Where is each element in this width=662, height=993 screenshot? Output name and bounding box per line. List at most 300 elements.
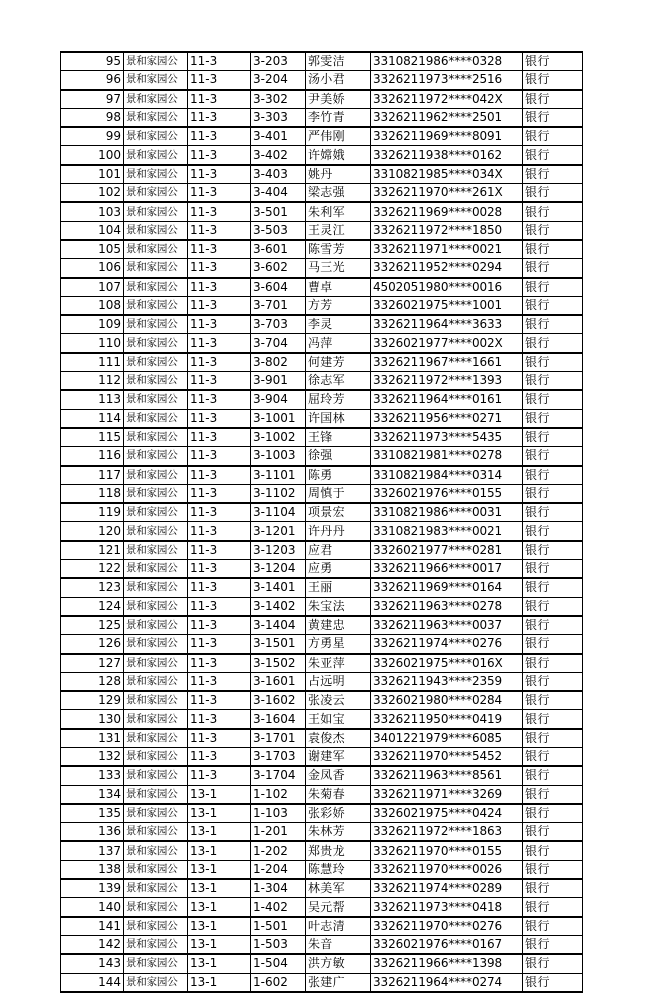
table-row[interactable] (61, 917, 583, 936)
cell-id-number[interactable]: 3401221979****6085 (371, 729, 523, 748)
cell-estate-name[interactable]: 景和家园公 (124, 672, 188, 691)
cell-resident-name[interactable]: 叶志清 (306, 917, 371, 936)
cell-payment-method[interactable]: 银行 (523, 315, 583, 334)
cell-id-number[interactable]: 3326211974****0276 (371, 635, 523, 654)
cell-id-number[interactable]: 3326211966****1398 (371, 954, 523, 973)
cell-payment-method[interactable]: 银行 (523, 879, 583, 898)
cell-id-number[interactable]: 3326211972****1863 (371, 823, 523, 842)
cell-resident-name[interactable]: 李灵 (306, 315, 371, 334)
cell-resident-name[interactable]: 洪方敏 (306, 954, 371, 973)
cell-payment-method[interactable]: 银行 (523, 390, 583, 409)
cell-sequence-number[interactable]: 110 (61, 334, 124, 353)
cell-sequence-number[interactable]: 118 (61, 484, 124, 503)
table-row[interactable] (61, 315, 583, 334)
cell-payment-method[interactable]: 银行 (523, 447, 583, 466)
cell-unit-number[interactable]: 3-1601 (251, 672, 306, 691)
cell-unit-number[interactable]: 3-501 (251, 202, 306, 221)
cell-estate-name[interactable]: 景和家园公 (124, 503, 188, 522)
cell-building-number[interactable]: 11-3 (188, 52, 251, 71)
cell-building-number[interactable]: 11-3 (188, 108, 251, 127)
cell-sequence-number[interactable]: 111 (61, 353, 124, 372)
cell-id-number[interactable]: 3326211971****3269 (371, 785, 523, 804)
cell-sequence-number[interactable]: 135 (61, 804, 124, 823)
cell-id-number[interactable]: 3326211964****0274 (371, 973, 523, 992)
cell-payment-method[interactable]: 银行 (523, 917, 583, 936)
cell-resident-name[interactable]: 张建广 (306, 973, 371, 992)
cell-payment-method[interactable]: 银行 (523, 108, 583, 127)
table-row[interactable] (61, 409, 583, 428)
cell-resident-name[interactable]: 郑贵龙 (306, 841, 371, 860)
cell-estate-name[interactable]: 景和家园公 (124, 785, 188, 804)
cell-estate-name[interactable]: 景和家园公 (124, 823, 188, 842)
cell-resident-name[interactable]: 陈勇 (306, 466, 371, 485)
cell-sequence-number[interactable]: 116 (61, 447, 124, 466)
cell-building-number[interactable]: 13-1 (188, 823, 251, 842)
cell-estate-name[interactable]: 景和家园公 (124, 710, 188, 729)
table-row[interactable] (61, 785, 583, 804)
cell-sequence-number[interactable]: 122 (61, 560, 124, 579)
cell-unit-number[interactable]: 3-1401 (251, 578, 306, 597)
cell-id-number[interactable]: 3326211972****1393 (371, 372, 523, 391)
cell-id-number[interactable]: 3310821983****0021 (371, 522, 523, 541)
table-row[interactable] (61, 954, 583, 973)
cell-estate-name[interactable]: 景和家园公 (124, 127, 188, 146)
table-row[interactable] (61, 447, 583, 466)
cell-sequence-number[interactable]: 117 (61, 466, 124, 485)
cell-estate-name[interactable]: 景和家园公 (124, 691, 188, 710)
cell-unit-number[interactable]: 3-904 (251, 390, 306, 409)
cell-unit-number[interactable]: 1-102 (251, 785, 306, 804)
cell-payment-method[interactable]: 银行 (523, 710, 583, 729)
cell-estate-name[interactable]: 景和家园公 (124, 71, 188, 90)
cell-payment-method[interactable]: 银行 (523, 785, 583, 804)
table-row[interactable] (61, 165, 583, 184)
table-row[interactable] (61, 597, 583, 616)
cell-estate-name[interactable]: 景和家园公 (124, 879, 188, 898)
cell-sequence-number[interactable]: 98 (61, 108, 124, 127)
cell-resident-name[interactable]: 尹美娇 (306, 90, 371, 109)
cell-estate-name[interactable]: 景和家园公 (124, 484, 188, 503)
cell-sequence-number[interactable]: 136 (61, 823, 124, 842)
cell-building-number[interactable]: 11-3 (188, 278, 251, 297)
cell-building-number[interactable]: 11-3 (188, 221, 251, 240)
cell-resident-name[interactable]: 林美军 (306, 879, 371, 898)
cell-id-number[interactable]: 3326211969****8091 (371, 127, 523, 146)
cell-payment-method[interactable]: 银行 (523, 184, 583, 203)
cell-sequence-number[interactable]: 105 (61, 240, 124, 259)
cell-sequence-number[interactable]: 106 (61, 259, 124, 278)
cell-resident-name[interactable]: 袁俊杰 (306, 729, 371, 748)
cell-sequence-number[interactable]: 142 (61, 935, 124, 954)
cell-resident-name[interactable]: 方勇星 (306, 635, 371, 654)
cell-unit-number[interactable]: 1-204 (251, 860, 306, 879)
cell-payment-method[interactable]: 银行 (523, 973, 583, 992)
cell-building-number[interactable]: 11-3 (188, 184, 251, 203)
cell-unit-number[interactable]: 1-402 (251, 898, 306, 917)
cell-sequence-number[interactable]: 104 (61, 221, 124, 240)
cell-building-number[interactable]: 11-3 (188, 447, 251, 466)
cell-building-number[interactable]: 11-3 (188, 165, 251, 184)
cell-estate-name[interactable]: 景和家园公 (124, 578, 188, 597)
cell-payment-method[interactable]: 银行 (523, 616, 583, 635)
cell-id-number[interactable]: 3326021977****002X (371, 334, 523, 353)
cell-id-number[interactable]: 3326211964****0161 (371, 390, 523, 409)
cell-id-number[interactable]: 3326211950****0419 (371, 710, 523, 729)
cell-unit-number[interactable]: 3-1203 (251, 541, 306, 560)
cell-id-number[interactable]: 3326211966****0017 (371, 560, 523, 579)
cell-sequence-number[interactable]: 127 (61, 654, 124, 673)
cell-estate-name[interactable]: 景和家园公 (124, 146, 188, 165)
cell-estate-name[interactable]: 景和家园公 (124, 466, 188, 485)
cell-estate-name[interactable]: 景和家园公 (124, 221, 188, 240)
table-row[interactable] (61, 127, 583, 146)
cell-unit-number[interactable]: 3-601 (251, 240, 306, 259)
cell-id-number[interactable]: 3326021980****0284 (371, 691, 523, 710)
cell-sequence-number[interactable]: 120 (61, 522, 124, 541)
table-row[interactable] (61, 879, 583, 898)
cell-unit-number[interactable]: 1-602 (251, 973, 306, 992)
cell-sequence-number[interactable]: 96 (61, 71, 124, 90)
cell-sequence-number[interactable]: 140 (61, 898, 124, 917)
cell-payment-method[interactable]: 银行 (523, 372, 583, 391)
cell-sequence-number[interactable]: 125 (61, 616, 124, 635)
cell-payment-method[interactable]: 银行 (523, 522, 583, 541)
cell-unit-number[interactable]: 3-1502 (251, 654, 306, 673)
cell-payment-method[interactable]: 银行 (523, 409, 583, 428)
cell-resident-name[interactable]: 金凤香 (306, 766, 371, 785)
cell-id-number[interactable]: 3326021976****0167 (371, 935, 523, 954)
table-row[interactable] (61, 334, 583, 353)
cell-id-number[interactable]: 3326211963****0037 (371, 616, 523, 635)
cell-estate-name[interactable]: 景和家园公 (124, 635, 188, 654)
cell-estate-name[interactable]: 景和家园公 (124, 729, 188, 748)
table-row[interactable] (61, 296, 583, 315)
table-row[interactable] (61, 240, 583, 259)
cell-building-number[interactable]: 11-3 (188, 691, 251, 710)
cell-unit-number[interactable]: 3-1402 (251, 597, 306, 616)
cell-building-number[interactable]: 13-1 (188, 804, 251, 823)
cell-unit-number[interactable]: 3-1003 (251, 447, 306, 466)
table-row[interactable] (61, 466, 583, 485)
cell-estate-name[interactable]: 景和家园公 (124, 522, 188, 541)
cell-building-number[interactable]: 11-3 (188, 522, 251, 541)
cell-unit-number[interactable]: 3-901 (251, 372, 306, 391)
cell-payment-method[interactable]: 银行 (523, 747, 583, 766)
cell-unit-number[interactable]: 3-402 (251, 146, 306, 165)
cell-estate-name[interactable]: 景和家园公 (124, 240, 188, 259)
cell-unit-number[interactable]: 1-501 (251, 917, 306, 936)
cell-payment-method[interactable]: 银行 (523, 691, 583, 710)
cell-resident-name[interactable]: 朱亚萍 (306, 654, 371, 673)
cell-sequence-number[interactable]: 132 (61, 747, 124, 766)
cell-unit-number[interactable]: 3-1602 (251, 691, 306, 710)
cell-resident-name[interactable]: 屈玲芳 (306, 390, 371, 409)
cell-payment-method[interactable]: 银行 (523, 484, 583, 503)
table-row[interactable] (61, 935, 583, 954)
cell-sequence-number[interactable]: 137 (61, 841, 124, 860)
cell-resident-name[interactable]: 马三光 (306, 259, 371, 278)
cell-building-number[interactable]: 11-3 (188, 710, 251, 729)
cell-building-number[interactable]: 11-3 (188, 729, 251, 748)
cell-sequence-number[interactable]: 144 (61, 973, 124, 992)
cell-building-number[interactable]: 11-3 (188, 240, 251, 259)
cell-sequence-number[interactable]: 133 (61, 766, 124, 785)
cell-resident-name[interactable]: 李竹青 (306, 108, 371, 127)
cell-estate-name[interactable]: 景和家园公 (124, 898, 188, 917)
cell-estate-name[interactable]: 景和家园公 (124, 917, 188, 936)
cell-estate-name[interactable]: 景和家园公 (124, 315, 188, 334)
cell-resident-name[interactable]: 方芳 (306, 296, 371, 315)
cell-unit-number[interactable]: 3-1404 (251, 616, 306, 635)
cell-sequence-number[interactable]: 121 (61, 541, 124, 560)
cell-estate-name[interactable]: 景和家园公 (124, 165, 188, 184)
cell-building-number[interactable]: 13-1 (188, 860, 251, 879)
cell-resident-name[interactable]: 吴元帮 (306, 898, 371, 917)
cell-building-number[interactable]: 11-3 (188, 747, 251, 766)
cell-payment-method[interactable]: 银行 (523, 898, 583, 917)
cell-building-number[interactable]: 13-1 (188, 785, 251, 804)
cell-unit-number[interactable]: 3-1704 (251, 766, 306, 785)
table-row[interactable] (61, 804, 583, 823)
cell-resident-name[interactable]: 严伟刚 (306, 127, 371, 146)
cell-resident-name[interactable]: 徐志军 (306, 372, 371, 391)
cell-sequence-number[interactable]: 123 (61, 578, 124, 597)
cell-resident-name[interactable]: 郭雯洁 (306, 52, 371, 71)
cell-sequence-number[interactable]: 128 (61, 672, 124, 691)
cell-payment-method[interactable]: 银行 (523, 729, 583, 748)
cell-unit-number[interactable]: 3-602 (251, 259, 306, 278)
cell-unit-number[interactable]: 3-802 (251, 353, 306, 372)
cell-id-number[interactable]: 3326211972****1850 (371, 221, 523, 240)
cell-building-number[interactable]: 11-3 (188, 428, 251, 447)
cell-unit-number[interactable]: 1-503 (251, 935, 306, 954)
cell-building-number[interactable]: 13-1 (188, 841, 251, 860)
cell-building-number[interactable]: 11-3 (188, 503, 251, 522)
cell-resident-name[interactable]: 王锋 (306, 428, 371, 447)
cell-resident-name[interactable]: 张凌云 (306, 691, 371, 710)
cell-id-number[interactable]: 3326211952****0294 (371, 259, 523, 278)
cell-id-number[interactable]: 3326021975****016X (371, 654, 523, 673)
cell-unit-number[interactable]: 3-204 (251, 71, 306, 90)
cell-building-number[interactable]: 11-3 (188, 560, 251, 579)
cell-payment-method[interactable]: 银行 (523, 597, 583, 616)
cell-payment-method[interactable]: 银行 (523, 353, 583, 372)
cell-unit-number[interactable]: 3-1002 (251, 428, 306, 447)
cell-id-number[interactable]: 3326211956****0271 (371, 409, 523, 428)
cell-sequence-number[interactable]: 139 (61, 879, 124, 898)
cell-payment-method[interactable]: 银行 (523, 766, 583, 785)
cell-id-number[interactable]: 3326211973****5435 (371, 428, 523, 447)
cell-sequence-number[interactable]: 134 (61, 785, 124, 804)
cell-estate-name[interactable]: 景和家园公 (124, 90, 188, 109)
table-row[interactable] (61, 635, 583, 654)
cell-estate-name[interactable]: 景和家园公 (124, 560, 188, 579)
cell-id-number[interactable]: 3326211964****3633 (371, 315, 523, 334)
table-row[interactable] (61, 841, 583, 860)
table-row[interactable] (61, 90, 583, 109)
cell-unit-number[interactable]: 3-303 (251, 108, 306, 127)
cell-unit-number[interactable]: 3-704 (251, 334, 306, 353)
cell-resident-name[interactable]: 陈雪芳 (306, 240, 371, 259)
cell-payment-method[interactable]: 银行 (523, 165, 583, 184)
cell-resident-name[interactable]: 谢建军 (306, 747, 371, 766)
cell-payment-method[interactable]: 银行 (523, 654, 583, 673)
cell-estate-name[interactable]: 景和家园公 (124, 541, 188, 560)
table-row[interactable] (61, 672, 583, 691)
cell-id-number[interactable]: 3326211970****261X (371, 184, 523, 203)
table-row[interactable] (61, 372, 583, 391)
table-row[interactable] (61, 522, 583, 541)
cell-building-number[interactable]: 13-1 (188, 917, 251, 936)
cell-estate-name[interactable]: 景和家园公 (124, 52, 188, 71)
cell-resident-name[interactable]: 许国林 (306, 409, 371, 428)
table-row[interactable] (61, 654, 583, 673)
cell-building-number[interactable]: 11-3 (188, 71, 251, 90)
cell-resident-name[interactable]: 何建芳 (306, 353, 371, 372)
cell-payment-method[interactable]: 银行 (523, 503, 583, 522)
cell-resident-name[interactable]: 徐强 (306, 447, 371, 466)
cell-payment-method[interactable]: 银行 (523, 935, 583, 954)
cell-id-number[interactable]: 3310821986****0031 (371, 503, 523, 522)
cell-building-number[interactable]: 11-3 (188, 372, 251, 391)
cell-resident-name[interactable]: 应君 (306, 541, 371, 560)
cell-estate-name[interactable]: 景和家园公 (124, 954, 188, 973)
cell-unit-number[interactable]: 3-401 (251, 127, 306, 146)
cell-id-number[interactable]: 3326211962****2501 (371, 108, 523, 127)
cell-id-number[interactable]: 3326211963****8561 (371, 766, 523, 785)
cell-building-number[interactable]: 11-3 (188, 202, 251, 221)
cell-id-number[interactable]: 3326211974****0289 (371, 879, 523, 898)
cell-unit-number[interactable]: 3-1701 (251, 729, 306, 748)
cell-building-number[interactable]: 11-3 (188, 146, 251, 165)
cell-estate-name[interactable]: 景和家园公 (124, 259, 188, 278)
table-row[interactable] (61, 71, 583, 90)
cell-resident-name[interactable]: 许丹丹 (306, 522, 371, 541)
cell-estate-name[interactable]: 景和家园公 (124, 334, 188, 353)
cell-sequence-number[interactable]: 112 (61, 372, 124, 391)
cell-unit-number[interactable]: 3-604 (251, 278, 306, 297)
cell-sequence-number[interactable]: 126 (61, 635, 124, 654)
cell-building-number[interactable]: 11-3 (188, 635, 251, 654)
cell-building-number[interactable]: 11-3 (188, 353, 251, 372)
cell-resident-name[interactable]: 张彩娇 (306, 804, 371, 823)
cell-building-number[interactable]: 11-3 (188, 90, 251, 109)
cell-unit-number[interactable]: 3-203 (251, 52, 306, 71)
cell-id-number[interactable]: 3326211973****0418 (371, 898, 523, 917)
table-row[interactable] (61, 729, 583, 748)
cell-sequence-number[interactable]: 130 (61, 710, 124, 729)
cell-payment-method[interactable]: 银行 (523, 578, 583, 597)
table-row[interactable] (61, 221, 583, 240)
cell-payment-method[interactable]: 银行 (523, 296, 583, 315)
table-row[interactable] (61, 278, 583, 297)
cell-estate-name[interactable]: 景和家园公 (124, 766, 188, 785)
cell-sequence-number[interactable]: 131 (61, 729, 124, 748)
table-row[interactable] (61, 184, 583, 203)
cell-estate-name[interactable]: 景和家园公 (124, 804, 188, 823)
cell-estate-name[interactable]: 景和家园公 (124, 597, 188, 616)
table-row[interactable] (61, 541, 583, 560)
cell-estate-name[interactable]: 景和家园公 (124, 860, 188, 879)
cell-id-number[interactable]: 3326211943****2359 (371, 672, 523, 691)
cell-unit-number[interactable]: 1-304 (251, 879, 306, 898)
cell-building-number[interactable]: 11-3 (188, 484, 251, 503)
cell-sequence-number[interactable]: 113 (61, 390, 124, 409)
cell-id-number[interactable]: 3326211969****0028 (371, 202, 523, 221)
table-row[interactable] (61, 484, 583, 503)
cell-building-number[interactable]: 11-3 (188, 578, 251, 597)
cell-payment-method[interactable]: 银行 (523, 71, 583, 90)
cell-unit-number[interactable]: 3-701 (251, 296, 306, 315)
cell-building-number[interactable]: 11-3 (188, 466, 251, 485)
table-row[interactable] (61, 747, 583, 766)
cell-unit-number[interactable]: 3-503 (251, 221, 306, 240)
cell-building-number[interactable]: 11-3 (188, 616, 251, 635)
table-row[interactable] (61, 691, 583, 710)
cell-sequence-number[interactable]: 138 (61, 860, 124, 879)
cell-sequence-number[interactable]: 114 (61, 409, 124, 428)
cell-payment-method[interactable]: 银行 (523, 221, 583, 240)
cell-building-number[interactable]: 11-3 (188, 296, 251, 315)
cell-payment-method[interactable]: 银行 (523, 259, 583, 278)
cell-payment-method[interactable]: 银行 (523, 127, 583, 146)
table-row[interactable] (61, 766, 583, 785)
cell-unit-number[interactable]: 3-1104 (251, 503, 306, 522)
cell-id-number[interactable]: 3326021975****1001 (371, 296, 523, 315)
cell-sequence-number[interactable]: 115 (61, 428, 124, 447)
cell-payment-method[interactable]: 银行 (523, 278, 583, 297)
table-row[interactable] (61, 823, 583, 842)
cell-unit-number[interactable]: 3-1001 (251, 409, 306, 428)
cell-payment-method[interactable]: 银行 (523, 841, 583, 860)
cell-payment-method[interactable]: 银行 (523, 146, 583, 165)
table-row[interactable] (61, 973, 583, 992)
cell-unit-number[interactable]: 3-403 (251, 165, 306, 184)
cell-unit-number[interactable]: 3-1101 (251, 466, 306, 485)
table-row[interactable] (61, 898, 583, 917)
cell-unit-number[interactable]: 3-1201 (251, 522, 306, 541)
cell-resident-name[interactable]: 朱音 (306, 935, 371, 954)
cell-resident-name[interactable]: 项景宏 (306, 503, 371, 522)
cell-unit-number[interactable]: 3-302 (251, 90, 306, 109)
cell-sequence-number[interactable]: 108 (61, 296, 124, 315)
cell-building-number[interactable]: 11-3 (188, 409, 251, 428)
cell-id-number[interactable]: 3326211963****0278 (371, 597, 523, 616)
cell-sequence-number[interactable]: 97 (61, 90, 124, 109)
cell-payment-method[interactable]: 银行 (523, 202, 583, 221)
cell-unit-number[interactable]: 3-1501 (251, 635, 306, 654)
cell-unit-number[interactable]: 3-1204 (251, 560, 306, 579)
cell-id-number[interactable]: 3326211970****5452 (371, 747, 523, 766)
cell-sequence-number[interactable]: 109 (61, 315, 124, 334)
cell-estate-name[interactable]: 景和家园公 (124, 409, 188, 428)
cell-id-number[interactable]: 3326021976****0155 (371, 484, 523, 503)
cell-payment-method[interactable]: 银行 (523, 672, 583, 691)
cell-payment-method[interactable]: 银行 (523, 860, 583, 879)
cell-id-number[interactable]: 3326211973****2516 (371, 71, 523, 90)
cell-estate-name[interactable]: 景和家园公 (124, 747, 188, 766)
cell-building-number[interactable]: 11-3 (188, 766, 251, 785)
cell-resident-name[interactable]: 朱利军 (306, 202, 371, 221)
cell-resident-name[interactable]: 应勇 (306, 560, 371, 579)
cell-unit-number[interactable]: 3-703 (251, 315, 306, 334)
cell-unit-number[interactable]: 1-201 (251, 823, 306, 842)
cell-estate-name[interactable]: 景和家园公 (124, 278, 188, 297)
cell-payment-method[interactable]: 银行 (523, 428, 583, 447)
cell-sequence-number[interactable]: 124 (61, 597, 124, 616)
table-row[interactable] (61, 560, 583, 579)
cell-building-number[interactable]: 11-3 (188, 390, 251, 409)
